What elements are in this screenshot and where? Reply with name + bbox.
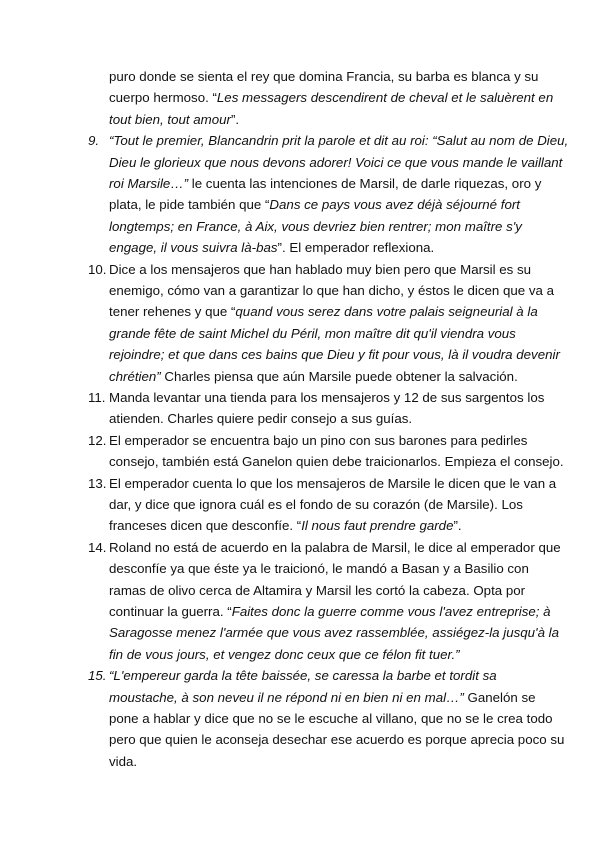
text-run: Roland no está de acuerdo en la palabra de Marsil, le dice al emperador que [109,539,561,555]
text-line [109,155,562,171]
text-line [109,668,497,684]
italic-quote: Les messagers descendirent de cheval et le saluèrent en [216,90,554,106]
text-line [109,197,520,213]
text-line [109,176,541,192]
list-number: 14. [88,539,107,555]
text-run: pone a hablar y dice que no se le escuche al villano, que no se le crea todo [109,711,553,726]
text-run: El emperador se encuentra bajo un pino con sus barones para pedirles [109,432,528,448]
italic-quote: quand vous serez dans votre palais seigneurial à la [235,304,538,320]
text-line [109,347,560,363]
italic-quote: fin de vous jours, et vengez donc ceux que ce félon fit tuer.” [109,646,460,662]
text-run: dar, y dice que ignora cuál es el fondo de su corazón (de Marsile). Los [109,497,523,512]
text-run: desconfíe ya que éste ya le traicionó, le mandó a Basan y a Basilio con [109,561,529,577]
text-run: plata, le pide también que “ [109,197,270,213]
text-line [109,454,564,470]
text-run: consejo, también está Ganelon quien debe traicionarlos. Empieza el consejo. [109,454,564,470]
text-run: Ganelón se [463,689,536,705]
text-line [109,476,556,492]
italic-quote: longtemps; en France, à Aix, vous devriez bien rentrer; mon maître s'y [109,218,522,234]
text-line [109,283,554,299]
italic-quote: grande fête de saint Michel du Péril, mon maître dit qu'il viendra vous [109,325,516,341]
italic-quote: Dans ce pays vous avez déjà séjourné fort [269,197,520,213]
text-line [109,583,525,599]
list-number: 12. [88,432,107,448]
text-line [109,411,412,427]
text-line [109,540,561,556]
text-line [109,112,239,128]
text-run: le cuenta las intenciones de Marsil, de darle riquezas, oro y [188,176,542,191]
text-line [109,90,553,106]
text-line [109,240,434,256]
text-run: Dice a los mensajeros que han hablado muy bien pero que Marsil es su [109,261,532,277]
text-line [109,754,137,770]
text-line [109,518,462,534]
italic-quote: Il nous faut prendre garde [301,518,454,534]
text-run: ”. [453,518,462,534]
text-run: enemigo, cómo van a garantizar lo que han dicho, y éstos le dicen que va a [109,283,554,298]
text-line [109,732,564,748]
italic-quote: chrétien” [109,368,161,384]
text-line [109,69,538,85]
list-number: 15. [88,668,107,684]
text-line [109,433,527,449]
text-run: pero que quien le aconseja desechar ese acuerdo es porque aprecia poco su [109,732,565,748]
text-run: atienden. Charles quiere pedir consejo a sus guías. [109,411,413,427]
list-number: 13. [88,475,107,491]
text-line [109,133,568,149]
text-run: ”. El emperador reflexiona. [277,240,435,256]
text-run: continuar la guerra. “ [109,604,232,619]
text-run: Charles piensa que aún Marsile puede obtener la salvación. [160,368,518,384]
text-run: ramas de olivo cerca de Altamira y Marsil les cortó la cabeza. Opta por [109,582,526,598]
text-run: vida. [109,753,138,769]
italic-quote: Faites donc la guerre comme vous l'avez entreprise; à [231,604,551,619]
italic-quote: engage, il vous suivra là-bas [109,240,278,256]
italic-quote: tout bien, tout amour [109,111,231,127]
text-run: ”. [230,111,240,127]
text-line [109,690,536,706]
text-run: Manda levantar una tienda para los mensajeros y 12 de sus sargentos los [109,390,545,405]
text-line [109,219,522,235]
list-number: 10. [88,261,107,277]
italic-quote: “L'empereur garda la tête baissée, se caressa la barbe et tordit sa [109,668,497,684]
text-run: cuerpo hermoso. “ [109,90,217,106]
text-line [109,326,516,342]
text-line [109,390,544,406]
text-line [109,625,559,641]
italic-quote: roi Marsile…” [109,176,189,191]
italic-quote: moustache, à son neveu il ne répond ni en bien ni en mal…” [109,689,464,705]
text-run: tener rehenes y que “ [109,304,236,320]
list-number: 9. [88,133,100,149]
italic-quote: “Tout le premier, Blancandrin prit la parole et dit au roi: “Salut au nom de Dieu, [109,133,569,149]
italic-quote: rejoindre; et que dans ces bains que Dieu y fit pour vous, là il voudra devenir [109,347,560,363]
text-line [109,561,529,577]
text-run: puro donde se sienta el rey que domina Francia, su barba es blanca y su [109,69,539,84]
text-run: El emperador cuenta lo que los mensajeros de Marsile le dicen que le van a [109,475,557,491]
text-line [109,497,523,513]
text-line [109,604,551,620]
text-line [109,262,531,278]
text-line [109,304,538,320]
text-line [109,369,518,385]
italic-quote: Dieu le glorieux que nous devons adorer! Voici ce que vous mande le vaillant [109,154,563,170]
text-line [109,647,460,663]
text-run: franceses dicen que desconfíe. “ [109,518,302,534]
list-number: 11. [88,390,106,405]
italic-quote: Saragosse menez l'armée que vous avez rassemblée, assiégez-la jusqu'à la [109,625,560,641]
text-line [109,711,553,727]
